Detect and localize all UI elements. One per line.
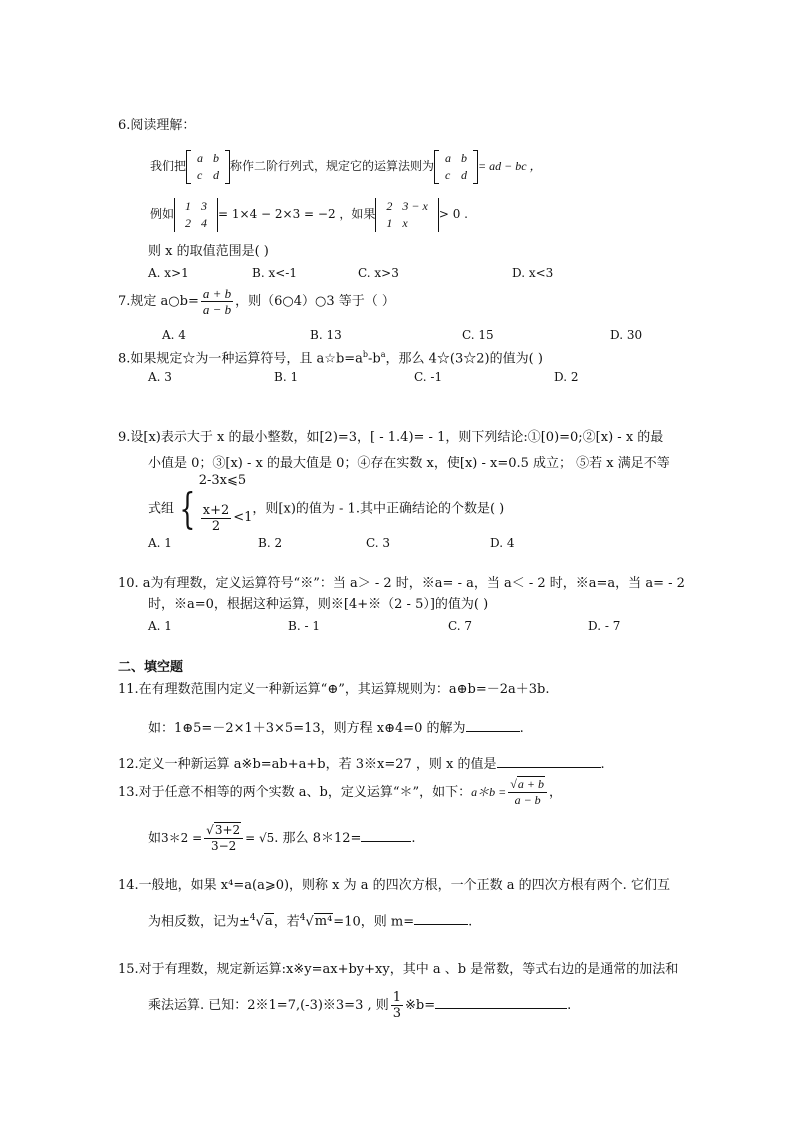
q15-line-2: 乘法运算. 已知：2※1=7,(-3)※3=3 , 则 $\frac{1}{3}$ ※b= . <box>148 990 572 1021</box>
q12-line: 12.定义一种新运算 a※b=ab+a+b，若 3※x=27 ，则 x 的值是 . <box>118 757 605 772</box>
q6-intro-b: 称作二阶行列式，规定它的运算法则为 <box>230 159 435 173</box>
q15-fraction: $\frac{1}{3}$ <box>392 990 402 1021</box>
q9-inequality-1: 2-3x⩽5 <box>198 473 247 488</box>
q13-line-1: 13.对于任意不相等的两个实数 a、b，定义运算“＊”，如下：a＊b = $\frac{√a + b}{a - b}$ ， <box>118 777 562 807</box>
q8-option-b: B. 1 <box>274 370 299 384</box>
q8-option-d: D. 2 <box>554 370 579 384</box>
q6-option-c: C. x>3 <box>358 266 399 280</box>
q10-option-a: A. 1 <box>148 619 172 633</box>
q6-determinant-2: 2 3 − x 1 x <box>375 198 438 232</box>
q9-line-3b: ，则[x)的值为 - 1.其中正确结论的个数是( ) <box>252 501 505 517</box>
q9-system-brace: { <box>179 484 196 533</box>
q13-line-2: 如3＊2 = $\frac{√3+2}{3-2}$ = √5. 那么 8＊12= . <box>148 823 416 853</box>
q9-option-d: D. 4 <box>490 536 515 550</box>
q13-answer-blank[interactable] <box>361 829 411 842</box>
q10-option-c: C. 7 <box>448 619 473 633</box>
q6-example-line <box>150 194 468 234</box>
q13-example-fraction: $\frac{√3+2}{3-2}$ <box>204 823 243 854</box>
section-heading-fill-in: 二、填空题 <box>118 660 184 675</box>
q6-matrix-1: a b c d <box>186 150 230 184</box>
q6-ex-c: > 0 . <box>438 207 468 221</box>
q12-answer-blank[interactable] <box>497 755 601 768</box>
q6-option-b: B. x<-1 <box>252 266 297 280</box>
q10-option-d: D. - 7 <box>588 619 621 633</box>
q14-line-2: 为相反数，记为±$^4$√a，若$^4$√m⁴=10，则 m= . <box>148 913 473 930</box>
q14-answer-blank[interactable] <box>414 912 468 925</box>
q9-line-1: 9.设[x)表示大于 x 的最小整数，如[2)=3，[ - 1.4)= - 1，则下列结论:①[0)=0;②[x) - x 的最 <box>118 430 664 445</box>
q11-line-1: 11.在有理数范围内定义一种新运算“⊕”，其运算规则为：a⊕b=－2a＋3b. <box>118 682 550 697</box>
q7-fraction: $\frac{a + b}{a - b}$ <box>202 286 232 317</box>
q13-def-fraction: $\frac{√a + b}{a - b}$ <box>508 777 547 808</box>
q7-option-c: C. 15 <box>462 328 494 342</box>
q13-example-lhs: 3＊2 = <box>161 831 203 845</box>
q10-line-1: 10. a为有理数，定义运算符号“※”：当 a＞ - 2 时，※a= - a，当 a＜ - 2 时，※a=a，当 a= - 2 <box>118 576 685 591</box>
q10-line-2: 时，※a=0，根据这种运算，则※[4+※（2 - 5）]的值为( ) <box>148 597 489 612</box>
q9-line-3 <box>148 472 505 534</box>
q15-answer-blank[interactable] <box>435 996 567 1009</box>
q9-line-3a: 式组 <box>148 501 175 517</box>
q6-determinant-1: 1 3 2 4 <box>174 198 218 232</box>
q6-option-a: A. x>1 <box>148 266 189 280</box>
q6-option-d: D. x<3 <box>512 266 554 280</box>
q6-question: 则 x 的取值范围是( ) <box>148 244 269 259</box>
q11-line-2: 如：1⊕5=－2×1＋3×5=13，则方程 x⊕4=0 的解为 . <box>148 721 524 736</box>
q6-ex-a: 例如 <box>150 207 175 221</box>
q9-option-b: B. 2 <box>258 536 283 550</box>
q6-definition-line <box>150 146 542 186</box>
q7-stem-a: 7.规定 a○b= <box>118 294 199 309</box>
q8-option-c: C. -1 <box>414 370 443 384</box>
q9-inequality-2-rel: <1 <box>233 510 253 525</box>
q10-option-b: B. - 1 <box>288 619 320 633</box>
q11-answer-blank[interactable] <box>466 719 520 732</box>
q14-line-1: 14.一般地，如果 x⁴=a(a⩾0)，则称 x 为 a 的四次方根，一个正数 a 的四次方根有两个. 它们互 <box>118 878 670 893</box>
q7-stem-b: ，则（6○4）○3 等于（ ） <box>235 294 395 309</box>
q9-line-2: 小值是 0；③[x) - x 的最大值是 0；④存在实数 x，使[x) - x=0.5 成立； ⑤若 x 满足不等 <box>148 456 670 471</box>
q6-rule: = ad − bc ， <box>478 159 542 173</box>
q7-option-b: B. 13 <box>310 328 342 342</box>
q6-intro-a: 我们把 <box>150 159 187 173</box>
q15-line-1: 15.对于有理数，规定新运算:x※y=ax+by+xy，其中 a 、b 是常数，等式右边的是通常的加法和 <box>118 962 679 977</box>
q7-stem <box>118 284 395 320</box>
q6-matrix-2: a b c d <box>434 150 478 184</box>
q9-option-c: C. 3 <box>366 536 391 550</box>
q8-option-a: A. 3 <box>148 370 172 384</box>
q8-stem: 8.如果规定☆为一种运算符号，且 $a☆b=a^b-b^a$，那么 4☆(3☆2)的值为( ) <box>118 350 543 367</box>
q7-option-d: D. 30 <box>610 328 643 342</box>
q6-ex-b: = 1×4 − 2×3 = −2 ，如果 <box>218 207 376 221</box>
q6-stem: 6.阅读理解： <box>118 118 196 133</box>
q13-example-rhs: = √5 <box>245 831 275 845</box>
q13-def-lhs: a＊b = <box>471 785 507 799</box>
q9-option-a: A. 1 <box>148 536 172 550</box>
q7-option-a: A. 4 <box>162 328 186 342</box>
q9-inequality-system: 2-3x⩽5 $\frac{x+2}{2}$ <1 <box>199 472 253 546</box>
